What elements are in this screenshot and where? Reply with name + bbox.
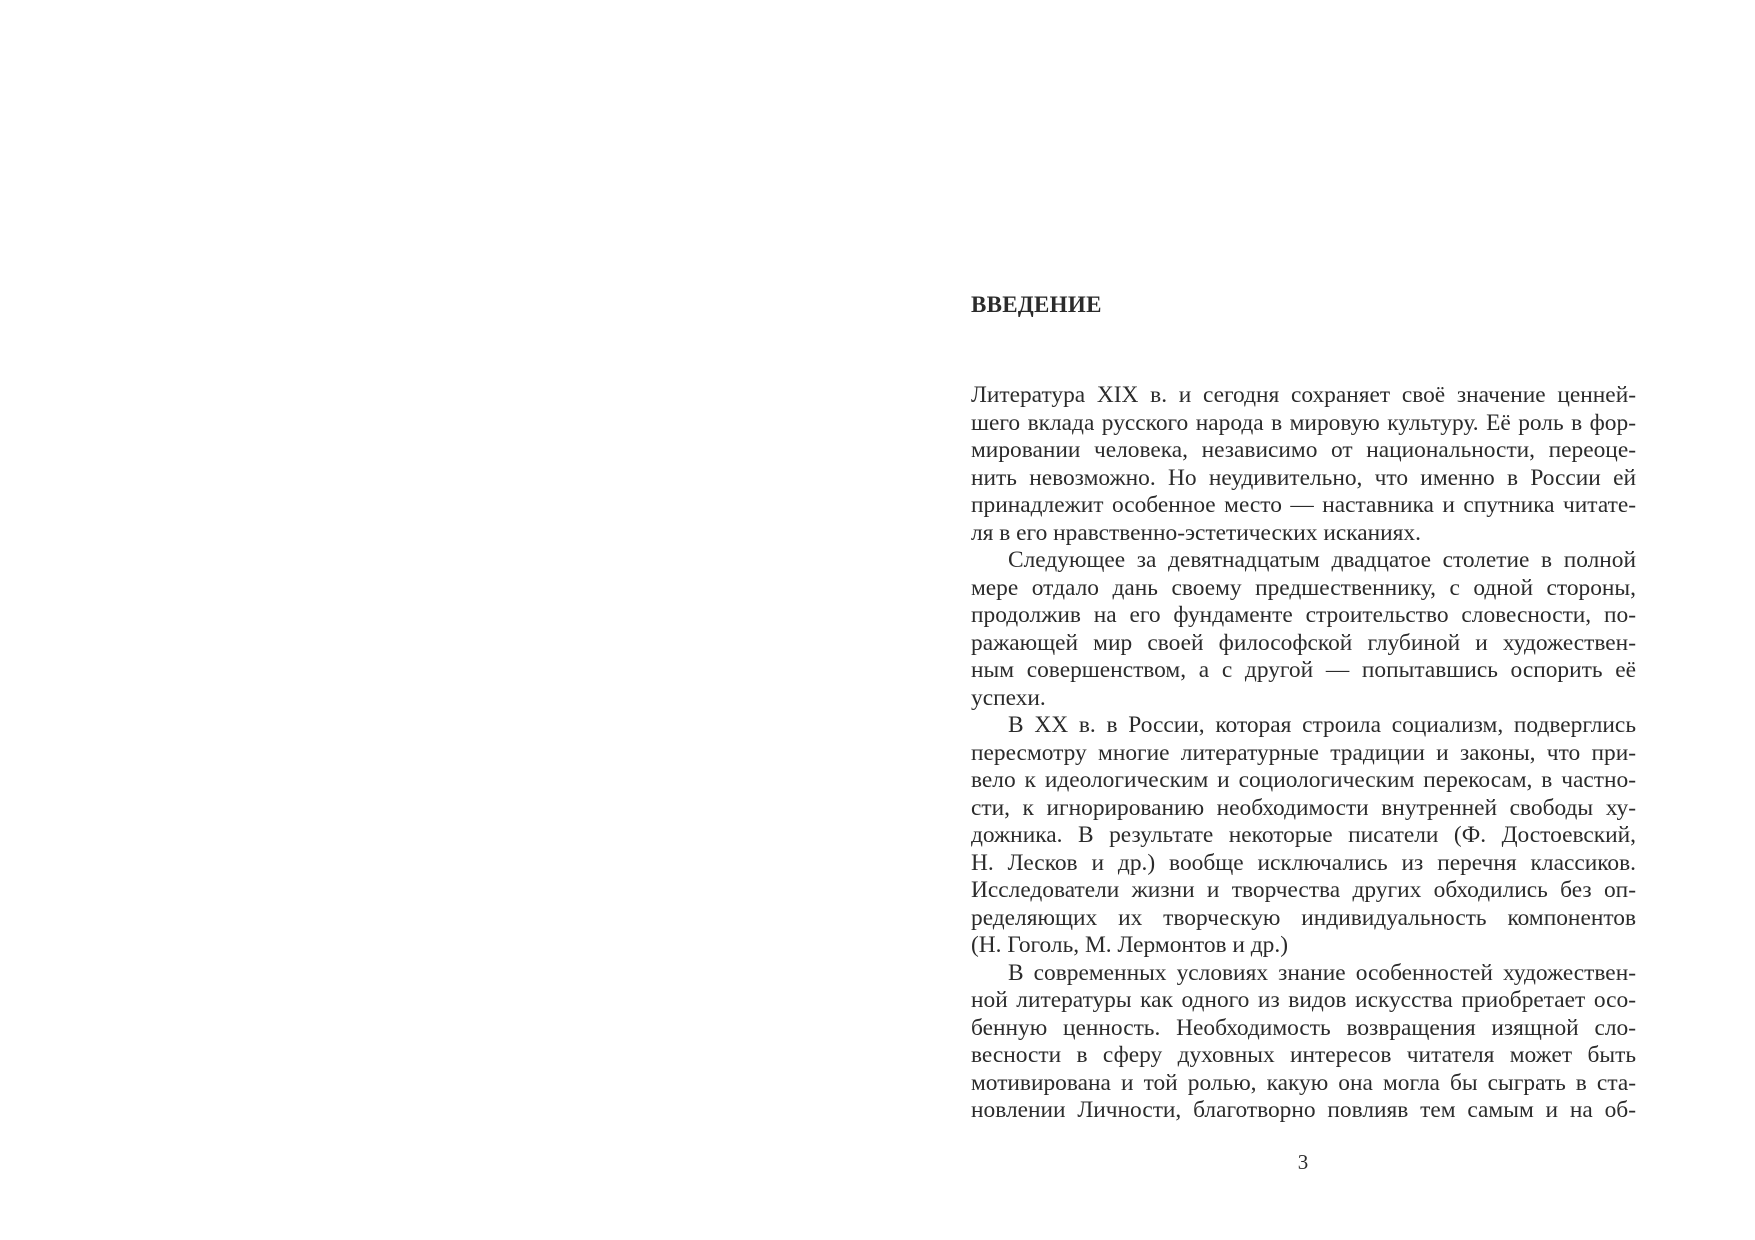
text-line: успехи. <box>971 684 1046 711</box>
text-line: Литература XIX в. и сегодня сохраняет своё значение ценней- <box>971 382 1636 408</box>
text-line: ределяющих их творческую индивидуальность компонентов <box>971 904 1636 931</box>
paragraph-4 <box>971 960 1636 1125</box>
text-line: Н. Лесков и др.) вообще исключались из перечня классиков. <box>971 849 1636 876</box>
paragraph-2 <box>971 547 1636 712</box>
paragraph-1 <box>971 382 1636 547</box>
text-line: ным совершенством, а с другой — попытавшись оспорить её <box>971 657 1636 683</box>
left-page-blank <box>0 0 877 1240</box>
page-number: 3 <box>1297 1150 1309 1174</box>
text-line: вело к идеологическим и социологическим перекосам, в частно- <box>971 767 1636 793</box>
text-line: шего вклада русского народа в мировую культуру. Её роль в фор- <box>971 409 1636 436</box>
body-text <box>971 382 1636 1125</box>
text-line: Исследователи жизни и творчества других обходились без оп- <box>971 877 1636 903</box>
chapter-heading: ВВЕДЕНИЕ <box>971 292 1102 317</box>
text-line: дожника. В результате некоторые писатели (Ф. Достоевский, <box>971 822 1636 848</box>
paragraph-3 <box>971 712 1636 960</box>
text-line: продолжив на его фундаменте строительство словесности, по- <box>971 602 1636 628</box>
text-line: новлении Личности, благотворно повлияв тем самым и на об- <box>971 1097 1636 1123</box>
text-line: сти, к игнорированию необходимости внутренней свободы ху- <box>971 794 1636 821</box>
text-line: весности в сферу духовных интересов читателя может быть <box>971 1042 1636 1068</box>
text-line: В современных условиях знание особенностей художествен- <box>1008 959 1636 986</box>
text-line: мировании человека, независимо от национальности, переоце- <box>971 437 1636 463</box>
text-line: В XX в. в России, которая строила социализм, подверглись <box>1008 712 1636 738</box>
text-line: нить невозможно. Но неудивительно, что именно в России ей <box>971 464 1636 491</box>
text-line: бенную ценность. Необходимость возвращения изящной сло- <box>971 1014 1636 1041</box>
text-line: мотивирована и той ролью, какую она могла бы сыграть в ста- <box>971 1069 1636 1096</box>
text-line: принадлежит особенное место — наставника и спутника читате- <box>971 492 1636 518</box>
text-line: мере отдало дань своему предшественнику, с одной стороны, <box>971 574 1636 601</box>
text-line: ля в его нравственно-эстетических исканиях. <box>971 519 1421 546</box>
text-line: пересмотру многие литературные традиции и законы, что при- <box>971 739 1636 766</box>
text-line: ной литературы как одного из видов искусства приобретает осо- <box>971 987 1636 1013</box>
text-line: (Н. Гоголь, М. Лермонтов и др.) <box>971 932 1289 958</box>
text-line: ражающей мир своей философской глубиной и художествен- <box>971 629 1636 656</box>
text-line: Следующее за девятнадцатым двадцатое столетие в полной <box>1008 547 1636 573</box>
